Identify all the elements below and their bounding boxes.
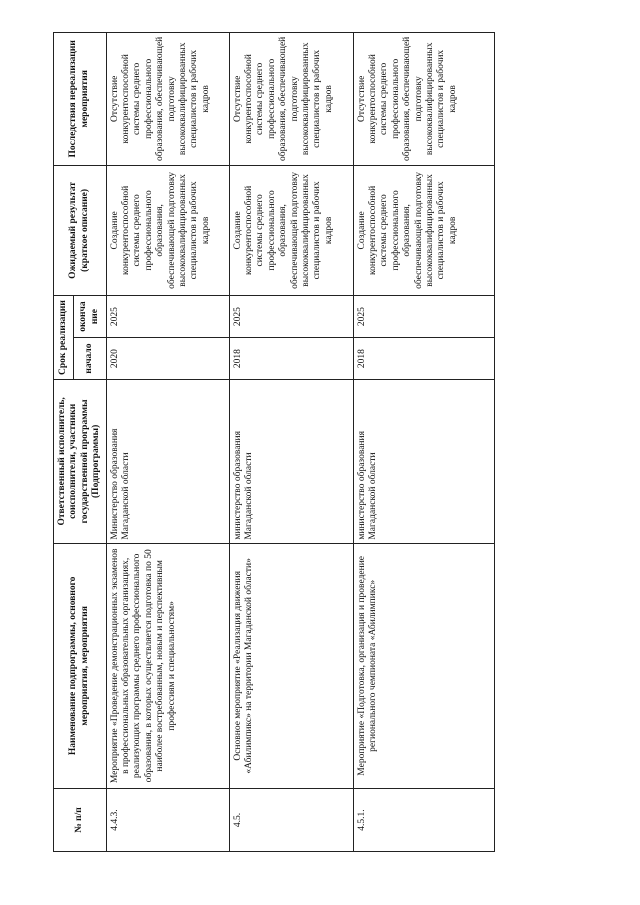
header-start: начало — [74, 338, 107, 380]
row-end: 2025 — [229, 296, 353, 338]
row-start: 2018 — [353, 338, 494, 380]
table-row — [106, 33, 229, 852]
row-num: 4.4.3. — [106, 789, 229, 852]
row-end: 2025 — [353, 296, 494, 338]
row-result: Создание конкурентоспособной системы среднего профессионального образования, обеспечивающей подготовку высококвалифицированных специалистов и рабочих кадров — [106, 165, 229, 295]
row-result: Создание конкурентоспособной системы среднего профессионального образования, обеспечивающей подготовку высококвалифицированных специалистов и рабочих кадров — [353, 165, 494, 295]
header-term: Срок реализации — [54, 296, 74, 380]
row-consequences: Отсутствие конкурентоспособной системы среднего профессионального образования, обеспечивающей подготовку высококвалифицированных специалистов и рабочих кадров — [106, 33, 229, 166]
table-row — [353, 33, 494, 852]
row-num: 4.5. — [229, 789, 353, 852]
row-start: 2020 — [106, 338, 229, 380]
header-end: окончание — [74, 296, 107, 338]
row-result: Создание конкурентоспособной системы среднего профессионального образования, обеспечивающей подготовку высококвалифицированных специалистов и рабочих кадров — [229, 165, 353, 295]
header-num: № п/п — [54, 789, 107, 852]
row-executor: Министерство образования Магаданской области — [106, 380, 229, 544]
header-consequences: Последствия нереализации мероприятия — [54, 33, 107, 166]
program-activities-table — [53, 32, 495, 852]
row-executor: министерство образования Магаданской области — [229, 380, 353, 544]
rotated-page — [53, 32, 573, 852]
row-name: Мероприятие «Проведение демонстрационных экзаменов в профессиональных образовательных организациях, реализующих программы среднего профессионального образования, в которых осуществляется подготовка по 50 наиболее востребованным, новым и перспективным профессиям и специальностям» — [106, 543, 229, 788]
header-executor: Ответственный исполнитель, соисполнители, участники государственной программы (Подпрограммы) — [54, 380, 107, 544]
row-executor: министерство образования Магаданской области — [353, 380, 494, 544]
row-start: 2018 — [229, 338, 353, 380]
row-num: 4.5.1. — [353, 789, 494, 852]
header-result: Ожидаемый результат (краткое описание) — [54, 165, 107, 295]
table-row — [229, 33, 353, 852]
row-end: 2025 — [106, 296, 229, 338]
row-consequences: Отсутствие конкурентоспособной системы среднего профессионального образования, обеспечивающей подготовку высококвалифицированных специалистов и рабочих кадров — [229, 33, 353, 166]
row-name: Мероприятие «Подготовка, организация и проведение регионального чемпионата «Абилимпикс» — [353, 543, 494, 788]
row-name: Основное мероприятие «Реализация движения «Абилимпикс» на территории Магаданской области» — [229, 543, 353, 788]
row-consequences: Отсутствие конкурентоспособной системы среднего профессионального образования, обеспечивающей подготовку высококвалифицированных специалистов и рабочих кадров — [353, 33, 494, 166]
header-name: Наименование подпрограммы, основного мероприятия, мероприятия — [54, 543, 107, 788]
